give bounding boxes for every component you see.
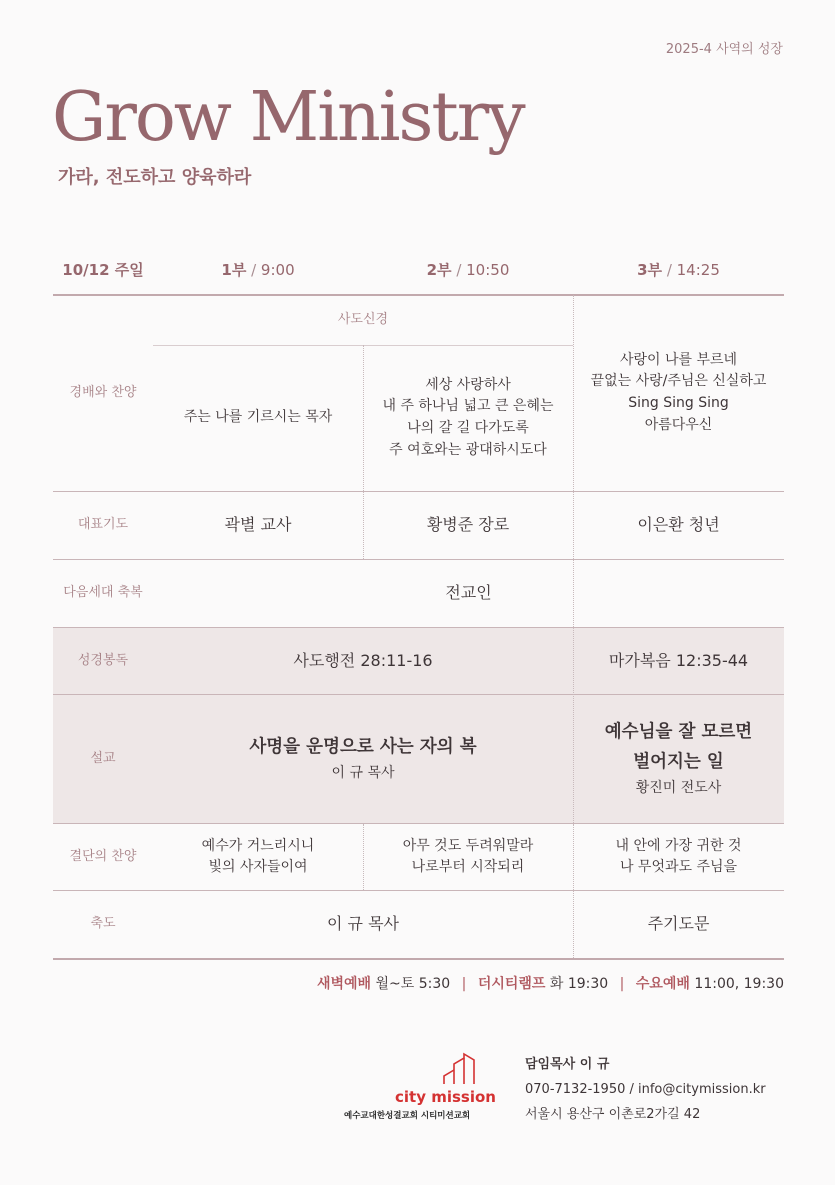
schedule-time: 화 19:30 xyxy=(549,976,609,992)
schedule-time: 월~토 5:30 xyxy=(375,976,451,992)
service-name: 2부 xyxy=(426,260,452,279)
benediction-1-2: 이 규 목사 xyxy=(327,914,399,934)
church-name: 예수교대한성결교회 시티미션교회 xyxy=(344,1111,471,1121)
service-1-header: 1부 / 9:00 xyxy=(153,247,363,294)
sermon-title: 사명을 운명으로 사는 자의 복 xyxy=(249,737,477,758)
weekly-schedule: 새벽예배 월~토 5:30 | 더시티램프 화 19:30 | 수요예배 11:00, 19:30 xyxy=(316,976,784,992)
benediction-label: 축도 xyxy=(90,916,116,932)
service-name: 3부 xyxy=(637,260,663,279)
contact-info xyxy=(525,1052,766,1127)
song-title: 주는 나를 기르시는 목자 xyxy=(183,409,333,426)
service-3-header: 3부 / 14:25 xyxy=(573,247,784,294)
service-time: 10:50 xyxy=(466,260,510,279)
date-label: 10/12 주일 xyxy=(62,260,144,279)
song-title: 예수가 거느리시니 xyxy=(201,838,315,854)
song-title: 내 주 하나님 넓고 큰 은혜는 xyxy=(382,398,554,415)
sermon-3 xyxy=(573,695,784,823)
reading-label: 성경봉독 xyxy=(77,652,129,668)
service-name: 1부 xyxy=(221,260,247,279)
worship-order-table xyxy=(53,247,784,959)
series-label: 2025-4 사역의 성장 xyxy=(665,42,783,57)
benediction-3: 주기도문 xyxy=(647,914,710,934)
sermon-1-2 xyxy=(153,695,573,823)
page-subtitle: 가라, 전도하고 양육하라 xyxy=(58,167,252,188)
service-2-header: 2부 / 10:50 xyxy=(363,247,573,294)
page-title: Grow Ministry xyxy=(52,78,524,157)
prayer-3: 이은환 청년 xyxy=(637,515,720,535)
response-songs-1 xyxy=(153,824,363,890)
reading-3: 마가복음 12:35-44 xyxy=(608,650,749,670)
service-date xyxy=(53,247,153,294)
response-label: 결단의 찬양 xyxy=(69,848,137,864)
song-title: 나의 갈 길 다가도록 xyxy=(407,420,529,436)
sermon-label: 설교 xyxy=(90,750,116,766)
service-time: 9:00 xyxy=(260,260,295,279)
worship-songs-2 xyxy=(363,345,573,491)
address: 서울시 용산구 이촌로2가길 42 xyxy=(525,1107,701,1122)
song-title: 아름다우신 xyxy=(644,416,713,433)
preacher-name: 이 규 목사 xyxy=(331,765,395,782)
schedule-name: 수요예배 xyxy=(635,976,690,992)
sermon-title: 예수님을 잘 모르면 xyxy=(604,722,753,743)
blessing-value: 전교인 xyxy=(445,583,492,603)
reading-1-2: 사도행전 28:11-16 xyxy=(293,650,433,670)
creed-label: 사도신경 xyxy=(337,311,389,327)
prayer-2: 황병준 장로 xyxy=(426,515,510,535)
schedule-time: 11:00, 19:30 xyxy=(694,976,784,992)
song-title: 나로부터 시작되리 xyxy=(411,859,525,875)
song-title: 내 안에 가장 귀한 것 xyxy=(615,838,742,854)
song-title: 끝없는 사랑/주님은 신실하고 xyxy=(590,373,767,390)
song-title: Sing Sing Sing xyxy=(628,395,729,411)
worship-songs-3 xyxy=(573,295,784,491)
song-title: 세상 사랑하사 xyxy=(425,376,511,393)
sermon-title: 벌어지는 일 xyxy=(633,752,724,773)
schedule-name: 새벽예배 xyxy=(316,976,372,992)
worship-songs-1 xyxy=(153,345,363,491)
phone-email: 070-7132-1950 / info@citymission.kr xyxy=(525,1082,766,1097)
response-songs-2 xyxy=(363,824,573,890)
logo-wordmark: city mission xyxy=(395,1088,496,1106)
schedule-name: 더시티램프 xyxy=(477,976,546,992)
service-time: 14:25 xyxy=(676,260,720,279)
song-title: 나 무엇과도 주님을 xyxy=(619,859,738,875)
song-title: 빛의 사자들이여 xyxy=(208,859,308,875)
senior-pastor: 담임목사 이 규 xyxy=(525,1057,610,1072)
table-bottom-line xyxy=(53,958,784,960)
prayer-label: 대표기도 xyxy=(77,517,129,533)
song-title: 주 여호와는 광대하시도다 xyxy=(389,441,547,458)
blessing-label: 다음세대 축복 xyxy=(63,585,143,601)
song-title: 아무 것도 두려워말라 xyxy=(402,838,534,854)
preacher-name: 황진미 전도사 xyxy=(635,779,722,796)
response-songs-3 xyxy=(573,824,784,890)
prayer-1: 곽별 교사 xyxy=(224,515,292,535)
song-title: 사랑이 나를 부르네 xyxy=(619,351,738,368)
worship-label: 경배와 찬양 xyxy=(69,384,137,400)
